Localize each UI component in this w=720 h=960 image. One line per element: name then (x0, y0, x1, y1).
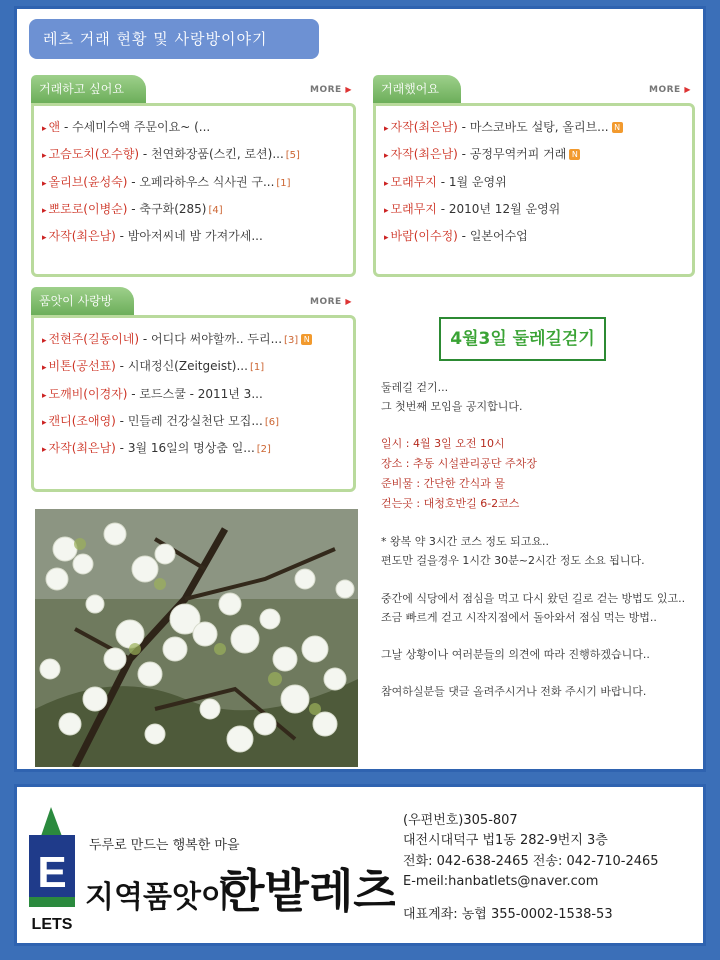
bullet-icon: ▸ (42, 233, 47, 244)
event-place: 장소 : 추동 시설관리공단 주차장 (381, 457, 537, 470)
post-title: - 마스코바도 설탕, 올리브... (457, 120, 609, 134)
bank-account: 대표계좌: 농협 355-0002-1538-53 (403, 907, 613, 922)
traded-list-body (373, 103, 695, 277)
post-title: - 3월 16일의 명상춤 일... (115, 441, 255, 456)
event-route: 걷는곳 : 대청호반길 6-2코스 (381, 497, 520, 510)
event-note-line: 조금 빠르게 걷고 시작지점에서 돌아와서 점심 먹는 방법.. (381, 611, 657, 624)
event-note-line: * 왕복 약 3시간 코스 정도 되고요.. (381, 535, 549, 548)
post-list-item[interactable] (42, 381, 347, 408)
post-author: 전현주(길동이네) (48, 332, 140, 346)
email[interactable]: E-meil:hanbatlets@naver.com (403, 874, 599, 889)
post-list-item[interactable] (384, 223, 686, 250)
event-title: 4월3일 둘레길걷기 (439, 317, 606, 361)
post-title: - 일본어수업 (457, 229, 528, 244)
post-author: 자작(최은남) (48, 229, 116, 244)
page-title: 레츠 거래 현황 및 사랑방이야기 (29, 19, 319, 59)
post-title: - 공정무역커피 거래 (457, 147, 567, 162)
post-list-item[interactable] (42, 114, 347, 141)
comment-count: [1] (249, 362, 265, 374)
comment-count: [5] (285, 150, 300, 162)
comment-count: [1] (276, 177, 291, 189)
post-title: - 오페라하우스 식사권 구... (127, 174, 275, 189)
more-arrow-icon: ▶ (684, 85, 691, 94)
event-supplies: 준비물 : 간단한 간식과 물 (381, 477, 505, 490)
want-trade-list-body (31, 103, 356, 277)
bullet-icon: ▸ (42, 124, 47, 134)
hanbat-lets-logo (25, 799, 395, 939)
post-author: 자작(최은남) (390, 120, 458, 134)
bullet-icon: ▸ (42, 151, 47, 162)
post-list-item[interactable] (42, 141, 347, 168)
comment-count: [2] (256, 444, 271, 456)
bullet-icon: ▸ (42, 445, 47, 456)
post-list-item[interactable] (42, 196, 347, 223)
svg-text:지역품앗이: 지역품앗이 (85, 880, 230, 915)
post-title: - 민들레 건강실천단 모집... (115, 413, 263, 428)
post-author: 고슴도치(오수향) (48, 147, 140, 162)
event-time: 일시 : 4월 3일 오전 10시 (381, 437, 505, 450)
community-more-link[interactable]: MORE ▶ (310, 297, 352, 307)
community-list-body (31, 315, 356, 492)
traded-tab[interactable]: 거래했어요 (373, 75, 461, 103)
traded-box (373, 75, 695, 277)
traded-more-link[interactable]: MORE ▶ (649, 85, 691, 95)
want-trade-tab[interactable]: 거래하고 싶어요 (31, 75, 146, 103)
post-author: 자작(최은남) (390, 147, 458, 162)
comment-count: [6] (264, 416, 279, 428)
post-title: - 2010년 12월 운영위 (436, 201, 561, 216)
bullet-icon: ▸ (42, 178, 47, 189)
new-icon: N (612, 122, 623, 133)
post-title: - 1월 운영위 (436, 174, 507, 189)
post-list-item[interactable] (42, 223, 347, 250)
post-title: - 밤아저씨네 밤 가져가세... (115, 229, 263, 244)
post-list-item[interactable] (384, 196, 686, 223)
bullet-icon: ▸ (42, 390, 47, 401)
post-author: 도깨비(이경자) (48, 386, 128, 401)
bullet-icon: ▸ (42, 417, 47, 428)
post-list-item[interactable] (384, 114, 686, 141)
comment-count: [3] (284, 335, 299, 346)
post-author: 자작(최은남) (48, 441, 116, 456)
post-title: - 로드스쿨 - 2011년 3... (127, 386, 263, 401)
event-intro-line: 둘레길 걷기... (381, 381, 449, 394)
new-icon: N (301, 334, 312, 345)
post-title: - 축구화(285) (127, 201, 207, 216)
event-note-line: 참여하실분들 댓글 올려주시거나 전화 주시기 바랍니다. (381, 685, 647, 698)
comment-count: [4] (208, 204, 223, 216)
post-title: - 천연화장품(스킨, 로션)... (139, 147, 284, 162)
bullet-icon: ▸ (384, 205, 389, 216)
bullet-icon: ▸ (384, 178, 389, 189)
post-author: 캔디(조애영) (48, 413, 116, 428)
community-tab[interactable]: 품앗이 사랑방 (31, 287, 134, 315)
event-note-line: 중간에 식당에서 점심을 먹고 다시 왔던 길로 걷는 방법도 있고.. (381, 592, 686, 605)
svg-text:E: E (37, 848, 67, 897)
want-trade-box (31, 75, 356, 277)
new-icon: N (569, 149, 580, 160)
want-trade-more-link[interactable]: MORE ▶ (310, 85, 352, 95)
post-author: 모래무지 (390, 201, 437, 216)
svg-text:두루로 만드는 행복한 마을: 두루로 만드는 행복한 마을 (89, 838, 240, 853)
post-title: - 수세미수액 주문이요~ (... (60, 120, 211, 134)
event-note-line: 그날 상황이나 여러분들의 의견에 따라 진행하겠습니다.. (381, 648, 650, 661)
post-title: - 어디다 써야할까.. 두리... (139, 332, 283, 346)
bullet-icon: ▸ (384, 124, 389, 134)
bullet-icon: ▸ (384, 151, 389, 162)
post-author: 비톤(공선표) (48, 359, 116, 374)
event-intro-line: 그 첫번째 모임을 공지합니다. (381, 400, 523, 413)
more-arrow-icon: ▶ (345, 85, 352, 94)
lets-logo-icon (25, 799, 395, 939)
post-author: 올리브(윤성숙) (48, 174, 128, 189)
bullet-icon: ▸ (42, 336, 47, 346)
post-list-item[interactable] (384, 141, 686, 168)
post-list-item[interactable] (42, 353, 347, 380)
more-arrow-icon: ▶ (345, 297, 352, 306)
bullet-icon: ▸ (384, 233, 389, 244)
post-author: 앤 (48, 120, 61, 134)
event-note-line: 편도만 걸을경우 1시간 30분~2시간 정도 소요 됩니다. (381, 554, 645, 567)
post-list-item[interactable] (384, 169, 686, 196)
post-list-item[interactable] (42, 408, 347, 435)
footer-panel (14, 784, 706, 946)
post-author: 바람(이수정) (390, 229, 458, 244)
svg-text:한밭레츠: 한밭레츠 (220, 864, 395, 918)
post-title: - 시대정신(Zeitgeist)... (115, 359, 248, 374)
post-list-item[interactable] (42, 169, 347, 196)
postal-code: (우편번호)305-807 (403, 813, 518, 828)
main-panel (14, 6, 706, 772)
bullet-icon: ▸ (42, 363, 47, 374)
phone-fax: 전화: 042-638-2465 전송: 042-710-2465 (403, 854, 659, 869)
post-list-item[interactable] (42, 326, 347, 353)
svg-text:LETS: LETS (31, 916, 73, 933)
pear-blossom-photo (35, 509, 358, 767)
address: 대전시대덕구 법1동 282-9번지 3층 (403, 833, 608, 848)
post-author: 모래무지 (390, 174, 437, 189)
post-author: 뽀로로(이병순) (48, 201, 128, 216)
post-list-item[interactable] (42, 435, 347, 462)
community-box (31, 287, 356, 492)
bullet-icon: ▸ (42, 205, 47, 216)
